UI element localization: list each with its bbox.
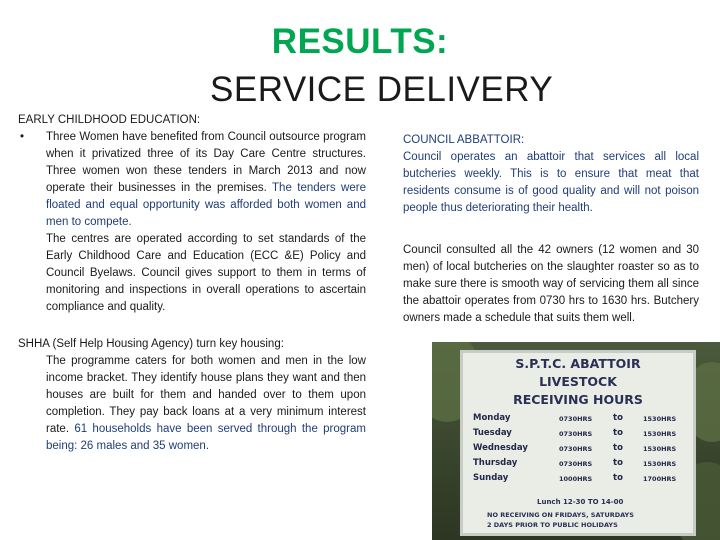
sign-title-2: LIVESTOCK — [539, 374, 617, 389]
ecd-bullet-item — [18, 129, 366, 316]
sign-day: Tuesday — [473, 428, 512, 438]
sign-note-1: NO RECEIVING ON FRIDAYS, SATURDAYS — [487, 511, 634, 519]
shha-paragraph-highlight: 61 households have been served through the program being: 26 males and 35 women. — [46, 423, 366, 452]
sign-until: 1530HRS — [643, 460, 677, 468]
shha-section — [18, 336, 366, 455]
sign-from: 0730HRS — [559, 460, 593, 468]
sign-from: 0730HRS — [559, 430, 593, 438]
sign-from: 0730HRS — [559, 415, 593, 423]
sign-to: to — [613, 413, 623, 423]
sign-to: to — [613, 443, 623, 453]
abattoir-sign-photo — [432, 342, 720, 540]
ecd-paragraph-1-highlight: The tenders were floated and equal opportunity was afforded both women and men to compete. — [46, 182, 366, 228]
abattoir-paragraph: Council operates an abattoir that services all local butcheries weekly. This is to ensure that meat that residents consume is of good quality and will not poison people thus deteriorating their health. — [403, 151, 699, 214]
right-column — [403, 132, 699, 327]
receiving-hours-sign — [460, 350, 696, 536]
sign-day: Thursday — [473, 458, 518, 468]
sign-title-3: RECEIVING HOURS — [513, 392, 643, 407]
ecd-paragraph-1: Three Women have benefited from Council outsource program when it privatized three of its Day Care Centre structures. Three women won these tenders in March 2013 and now operate their businesses in the premises. — [46, 131, 366, 194]
sign-until: 1530HRS — [643, 430, 677, 438]
sign-until: 1700HRS — [643, 475, 677, 483]
abattoir-heading: COUNCIL ABBATTOIR: — [403, 134, 525, 146]
sign-until: 1530HRS — [643, 415, 677, 423]
consultation-paragraph: Council consulted all the 42 owners (12 women and 30 men) of local butcheries on the slaughter roaster so as to make sure there is smooth way of servicing them all since the abattoir operates from 0730 hrs to 1630 hrs. Butchery owners made a schedule that suits them well. — [403, 244, 699, 324]
sign-note-2: 2 DAYS PRIOR TO PUBLIC HOLIDAYS — [487, 521, 618, 529]
left-column — [18, 112, 366, 455]
slide-title-service-delivery: SERVICE DELIVERY — [210, 70, 554, 109]
shha-paragraph — [18, 353, 366, 455]
sign-from: 1000HRS — [559, 475, 593, 483]
bullet-icon: • — [20, 131, 25, 143]
sign-to: to — [613, 428, 623, 438]
sign-day: Sunday — [473, 473, 509, 483]
shha-heading: SHHA (Self Help Housing Agency) turn key housing: — [18, 338, 284, 350]
sign-day: Wednesday — [473, 443, 528, 453]
sign-title-1: S.P.T.C. ABATTOIR — [515, 356, 641, 371]
slide-title-results: RESULTS: — [271, 22, 449, 61]
sign-to: to — [613, 473, 623, 483]
sign-from: 0730HRS — [559, 445, 593, 453]
ecd-paragraph-2: The centres are operated according to set standards of the Early Childhood Care and Education (ECC &E) Policy and Council Byelaws. Council gives support to them in terms of monitoring and inspections in overall operations to ascertain compliance and quality. — [46, 233, 366, 313]
sign-to: to — [613, 458, 623, 468]
sign-day: Monday — [473, 413, 511, 423]
sign-until: 1530HRS — [643, 445, 677, 453]
ecd-heading: EARLY CHILDHOOD EDUCATION: — [18, 114, 201, 126]
shha-paragraph-text: The programme caters for both women and men in the low income bracket. They identify house plans they want and then houses are built for them and handed over to them upon completion. They pay back loans at a very minimum interest rate. — [46, 355, 366, 435]
sign-lunch: Lunch 12-30 TO 14-00 — [537, 498, 624, 506]
